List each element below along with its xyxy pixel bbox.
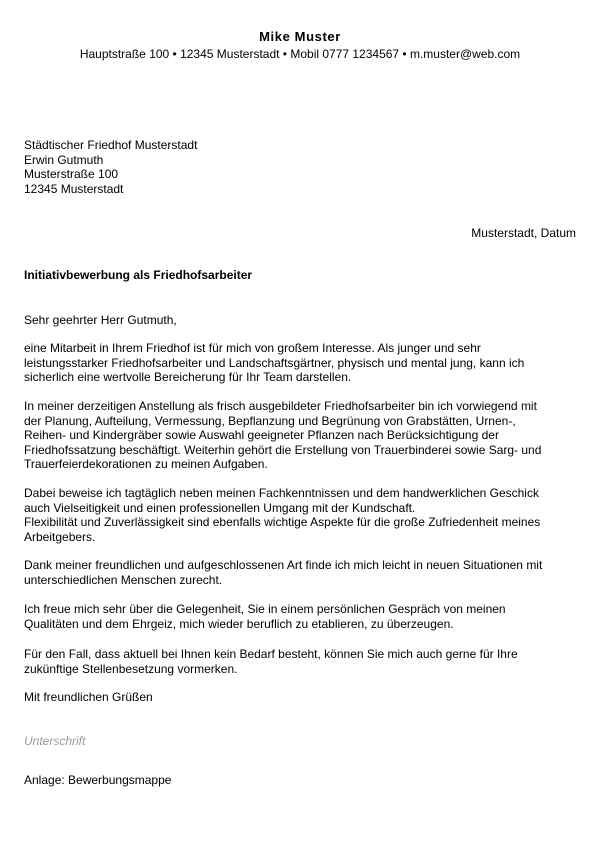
recipient-address	[24, 138, 197, 196]
paragraph-line: Arbeitgebers.	[24, 529, 96, 544]
paragraph-5	[24, 602, 506, 631]
paragraph-line: Qualitäten und dem Ehrgeiz, mich wieder beruflich zu etablieren, zu überzeugen.	[24, 616, 454, 631]
paragraph-line: zukünftige Stellenbesetzung vormerken.	[24, 661, 238, 676]
salutation: Sehr geehrter Herr Gutmuth,	[24, 313, 177, 327]
paragraph-line: Für den Fall, dass aktuell bei Ihnen kein Bedarf besteht, können Sie mich auch gerne für Ihre	[24, 647, 518, 661]
subject-line: Initiativbewerbung als Friedhofsarbeiter	[24, 268, 253, 282]
paragraph-2	[24, 399, 541, 472]
sender-name: Mike Muster	[259, 29, 341, 44]
recipient-line: 12345 Musterstadt	[24, 181, 124, 196]
paragraph-4	[24, 558, 542, 587]
paragraph-line: Reihen- und Kindergräber sowie Auswahl geeigneter Pflanzen nach Berücksichtigung der	[24, 428, 499, 442]
paragraph-line: auch Vielseitigkeit und einen professionellen Umgang mit der Kundschaft.	[24, 500, 416, 515]
paragraph-line: Ich freue mich sehr über die Gelegenheit, Sie in einem persönlichen Gespräch von meinen	[24, 602, 506, 616]
closing-phrase: Mit freundlichen Grüßen	[24, 690, 153, 704]
recipient-line: Städtischer Friedhof Musterstadt	[24, 138, 198, 152]
paragraph-line: der Planung, Aufteilung, Vermessung, Bepflanzung und Begrünung von Grabstätten, Urnen-,	[24, 413, 516, 428]
paragraph-line: Friedhofssatzung beschäftigt. Weiterhin gehört die Erstellung von Trauerbinderei sowie Sarg- und	[24, 442, 542, 457]
place-date-line: Musterstadt, Datum	[471, 226, 576, 240]
paragraph-line: Trauerfeierdekorationen zu meinen Aufgaben.	[24, 457, 268, 471]
paragraph-line: sicherlich eine wertvolle Bereicherung für Ihr Team darstellen.	[24, 370, 352, 384]
sender-contact-line: Hauptstraße 100 • 12345 Musterstadt • Mobil 0777 1234567 • m.muster@web.com	[79, 47, 521, 61]
attachment-note: Anlage: Bewerbungsmappe	[24, 773, 172, 787]
paragraph-line: leistungsstarker Friedhofsarbeiter und Landschaftsgärtner, physisch und mental jung, kann ich	[24, 355, 525, 370]
paragraph-line: unterschiedlichen Menschen zurecht.	[24, 572, 223, 587]
paragraph-line: Flexibilität und Zuverlässigkeit sind ebenfalls wichtige Aspekte für die große Zufriedenheit meines	[24, 515, 541, 529]
recipient-line: Erwin Gutmuth	[24, 152, 104, 167]
paragraph-line: In meiner derzeitigen Anstellung als frisch ausgebildeter Friedhofsarbeiter bin ich vorwiegend mit	[24, 399, 537, 413]
paragraph-6	[24, 647, 518, 676]
paragraph-line: eine Mitarbeit in Ihrem Friedhof ist für mich von großem Interesse. Als junger und sehr	[24, 341, 481, 355]
paragraph-3	[24, 486, 540, 544]
paragraph-line: Dabei beweise ich tagtäglich neben meinen Fachkenntnissen und dem handwerklichen Geschick	[24, 486, 539, 500]
paragraph-line: Dank meiner freundlichen und aufgeschlossenen Art finde ich mich leicht in neuen Situationen mit	[24, 558, 543, 572]
signature-placeholder: Unterschrift	[24, 734, 86, 748]
recipient-line: Musterstraße 100	[24, 167, 119, 181]
paragraph-1	[24, 341, 524, 385]
